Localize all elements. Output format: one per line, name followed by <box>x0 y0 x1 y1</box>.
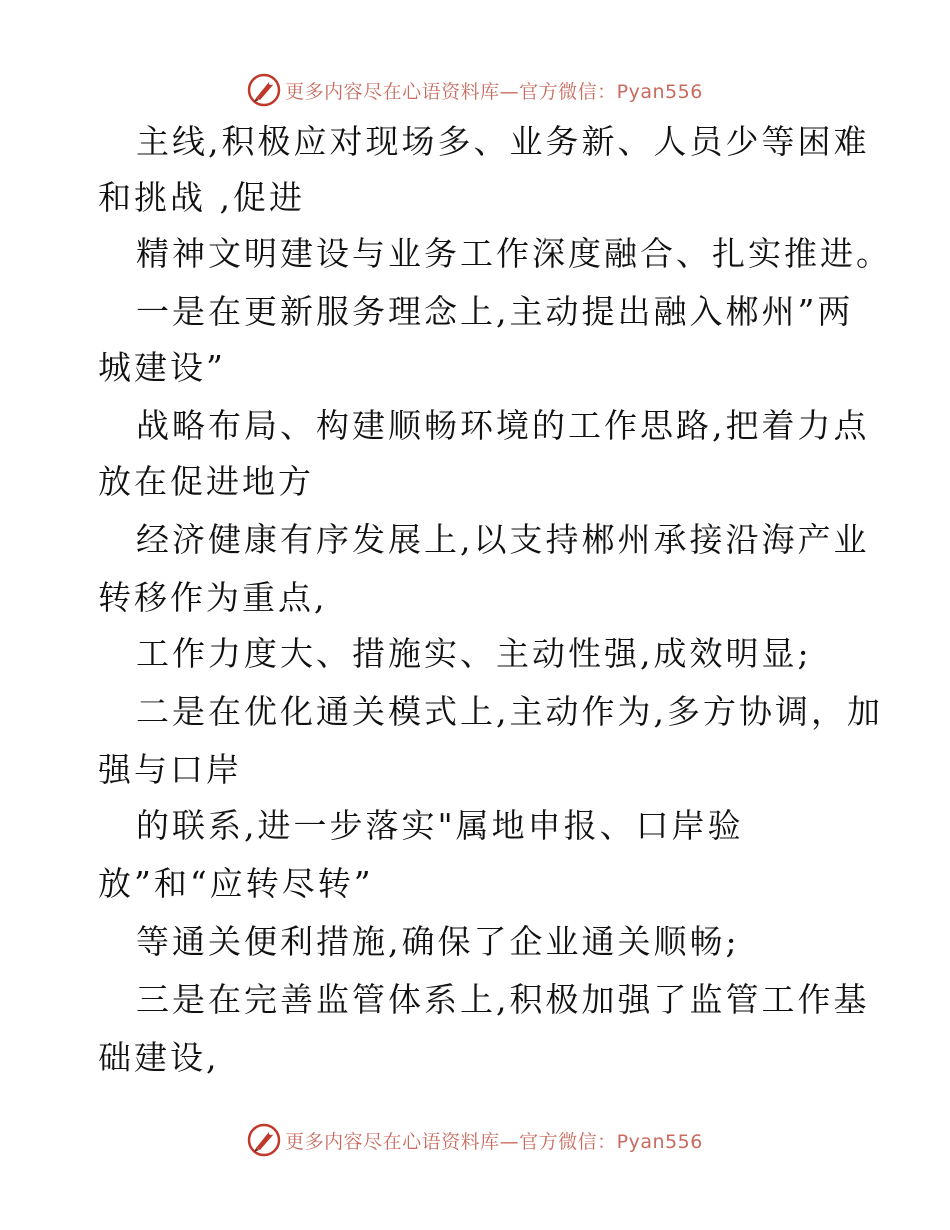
paragraph-line: 经济健康有序发展上,以支持郴州承接沿海产业 <box>136 520 870 559</box>
paragraph-line: 精神文明建设与业务工作深度融合、扎实推进。 <box>136 234 892 273</box>
paragraph-line: 一是在更新服务理念上,主动提出融入郴州”两 <box>136 292 854 331</box>
paragraph-line: 城建设” <box>98 348 226 387</box>
paragraph-line: 主线,积极应对现场多、业务新、人员少等困难 <box>136 122 870 161</box>
paragraph-line: 的联系,进一步落实"属地申报、口岸验 <box>136 806 744 845</box>
paragraph-line: 强与口岸 <box>98 750 242 789</box>
paragraph-line: 和挑战 ,促进 <box>98 178 305 217</box>
footer-banner <box>0 1120 950 1160</box>
paragraph-line: 放”和“应转尽转” <box>98 864 374 903</box>
paragraph-line: 础建设, <box>98 1038 220 1077</box>
paragraph-line: 三是在完善监管体系上,积极加强了监管工作基 <box>136 980 870 1019</box>
paragraph-line: 战略布局、构建顺畅环境的工作思路,把着力点 <box>136 406 870 445</box>
footer-banner-text: 更多内容尽在心语资料库—官方微信：Pyan556 <box>285 1130 703 1153</box>
paragraph-line: 等通关便利措施,确保了企业通关顺畅; <box>136 922 740 961</box>
paragraph-line: 二是在优化通关模式上,主动作为,多方协调，加 <box>136 692 883 731</box>
paragraph-line: 放在促进地方 <box>98 462 314 501</box>
pen-logo-icon <box>247 73 281 107</box>
header-banner <box>0 70 950 110</box>
paragraph-line: 转移作为重点, <box>98 578 328 617</box>
header-banner-text: 更多内容尽在心语资料库—官方微信：Pyan556 <box>285 80 703 103</box>
paragraph-line: 工作力度大、措施实、主动性强,成效明显; <box>136 634 812 673</box>
pen-logo-icon <box>247 1123 281 1157</box>
